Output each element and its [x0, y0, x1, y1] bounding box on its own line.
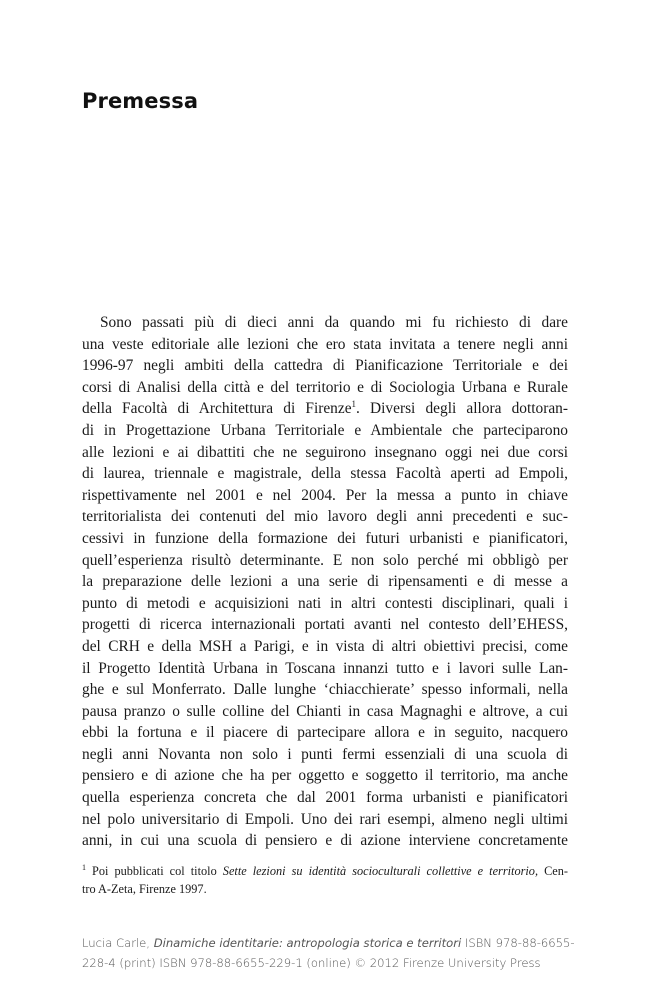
- body-line: Sono passati più di dieci anni da quando mi fu richiesto di dare: [100, 314, 568, 331]
- footnote-book-title: Sette lezioni su identità socioculturali collettive e territorio,: [222, 864, 539, 878]
- body-line: ghe e sul Monferrato. Dalle lunghe ‘chiacchierate’ spesso informali, nella: [82, 681, 568, 699]
- body-line: negli anni Novanta non solo i punti fermi essenziali di una scuola di: [82, 745, 568, 763]
- body-line: pausa pranzo o sulle colline del Chianti in casa Magnaghi e altrove, a cui: [82, 702, 568, 720]
- body-line: la preparazione delle lezioni a una serie di ripensamenti e di messe a: [82, 573, 568, 591]
- publication-credit: [82, 933, 575, 973]
- body-line: quell’esperienza risultò determinante. E non solo perché mi obbligò per: [82, 551, 568, 569]
- body-line: cessivi in funzione della formazione dei futuri urbanisti e pianificatori,: [82, 529, 568, 547]
- body-line: progetti di ricerca internazionali portati avanti nel contesto dell’EHESS,: [82, 616, 568, 634]
- body-line: nel polo universitario di Empoli. Uno dei rari esempi, almeno negli ultimi: [82, 810, 568, 828]
- footnote: [82, 862, 568, 898]
- body-line: rispettivamente nel 2001 e nel 2004. Per la messa a punto in chiave: [82, 486, 568, 504]
- body-line: corsi di Analisi della città e del territorio e di Sociologia Urbana e Rurale: [82, 378, 568, 396]
- footnote-line: [82, 862, 568, 880]
- body-line: 1996-97 negli ambiti della cattedra di Pianificazione Territoriale e dei: [82, 357, 568, 375]
- body-line: punto di metodi e acquisizioni nati in altri contesti disciplinari, quali i: [82, 594, 568, 612]
- body-line: del CRH e della MSH a Parigi, e in vista di altri obiettivi precisi, come: [82, 637, 568, 655]
- footnote-prefix: Poi pubblicati col titolo: [92, 864, 217, 878]
- body-line: alle lezioni e ai dibattiti che ne seguirono insegnano oggi nei due corsi: [82, 443, 568, 461]
- credit-book-title: Dinamiche identitarie: antropologia storica e territori: [153, 936, 462, 950]
- body-line: anni, in cui una scuola di pensiero e di azione interviene concretamente: [82, 832, 568, 850]
- body-line: quella esperienza concreta che dal 2001 forma urbanisti e pianificatori: [82, 789, 568, 807]
- body-line: una veste editoriale alle lezioni che ero stata invitata a tenere negli anni: [82, 335, 568, 353]
- body-line: territorialista dei contenuti del mio lavoro degli anni precedenti e suc-: [82, 508, 568, 526]
- body-line: [82, 398, 568, 420]
- body-line: di in Progettazione Urbana Territoriale e Ambientale che parteciparono: [82, 421, 568, 439]
- footnote-line: tro A-Zeta, Firenze 1997.: [82, 882, 207, 896]
- credit-line: 228-4 (print) ISBN 978-88-6655-229-1 (online) © 2012 Firenze University Press: [82, 956, 541, 970]
- body-line-part: . Diversi degli allora dottoran-: [356, 400, 568, 418]
- body-line: di laurea, triennale e magistrale, della stessa Facoltà aperti ad Empoli,: [82, 465, 568, 483]
- body-text: [82, 312, 568, 852]
- credit-author: Lucia Carle,: [82, 936, 150, 950]
- body-line: pensiero e di azione che ha per oggetto e soggetto il territorio, ma anche: [82, 767, 568, 785]
- body-line: il Progetto Identità Urbana in Toscana innanzi tutto e i lavori sulle Lan-: [82, 659, 568, 677]
- page-title: Premessa: [82, 89, 199, 113]
- credit-line: [82, 933, 575, 953]
- footnote-marker: 1: [82, 862, 86, 872]
- footnote-reference: 1: [351, 399, 357, 410]
- footnote-suffix: Cen-: [544, 864, 569, 878]
- body-line: ebbi la fortuna e il piacere di partecipare allora e in seguito, nacquero: [82, 724, 568, 742]
- body-line-part: della Facoltà di Architettura di Firenze: [82, 400, 352, 418]
- credit-isbn-print: ISBN 978-88-6655-: [464, 936, 575, 950]
